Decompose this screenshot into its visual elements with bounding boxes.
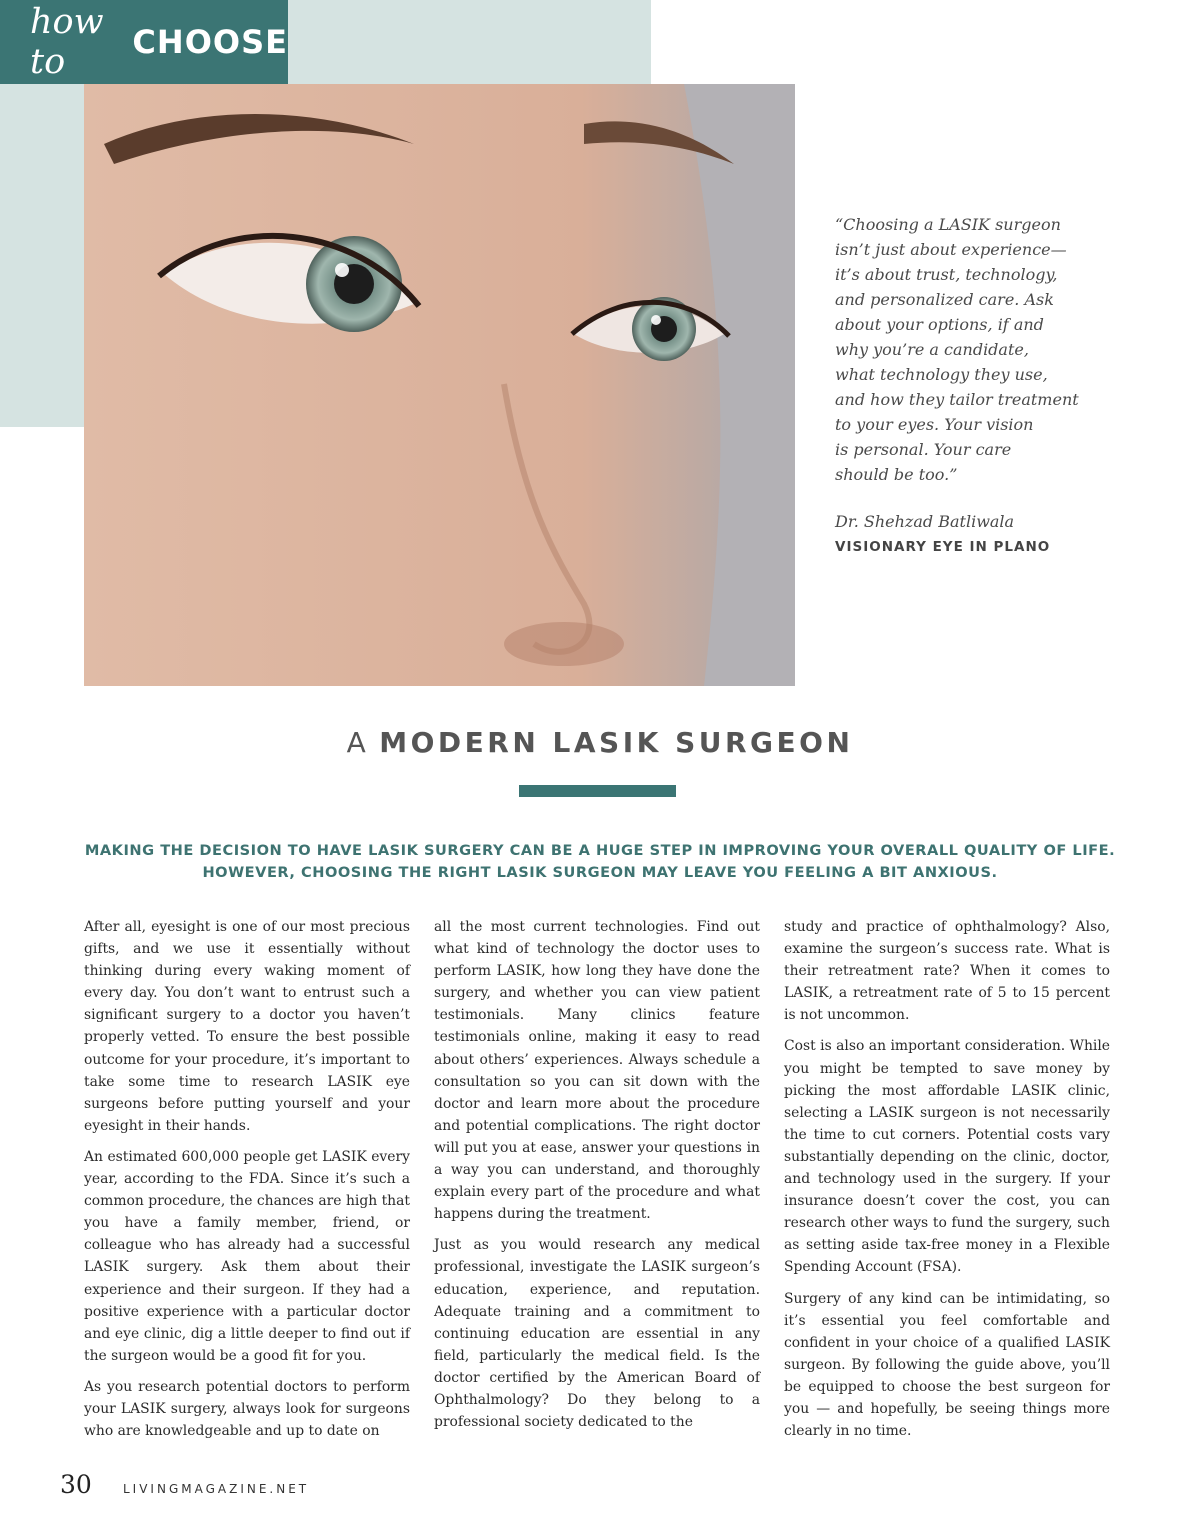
paragraph: Surgery of any kind can be intimidating, so it’s essential you feel comfortable and confident in your choice of a qualified LASIK surgeon. By following the guide above, you’ll be equipped to choose the best surgeon for you — and hopefully, be seeing things more clearly in no time. — [784, 1290, 1110, 1440]
article-title-prefix: A — [346, 726, 370, 759]
dek-line-1: MAKING THE DECISION TO HAVE LASIK SURGERY CAN BE A HUGE STEP IN IMPROVING YOUR OVERALL QUALITY OF LIFE. — [84, 842, 1116, 859]
pull-quote: “Choosing a LASIK surgeon isn’t just about experience— it’s about trust, technology, and personalized care. Ask about your options, if and why you’re a candidate, what technology they use, and how they tailor treatment to your eyes. Your vision is personal. Your care should be too.” — [835, 215, 1079, 484]
section-header-choose: CHOOSE — [132, 23, 288, 61]
side-accent-band — [0, 84, 84, 427]
body-column-2 — [434, 916, 760, 1442]
body-column-1 — [84, 916, 410, 1451]
article-title-main: MODERN LASIK SURGEON — [379, 726, 854, 759]
title-divider — [519, 785, 676, 797]
section-header — [0, 0, 288, 84]
article-dek — [0, 840, 1200, 884]
paragraph: As you research potential doctors to perform your LASIK surgery, always look for surgeons who are knowledgeable and up to date on — [84, 1378, 410, 1440]
section-header-how-to: how to — [30, 2, 104, 82]
paragraph: An estimated 600,000 people get LASIK every year, according to the FDA. Since it’s such a common procedure, the chances are high that you have a family member, friend, or colleague who has already had a successful LASIK surgery. Ask them about their experience and their surgeon. If they had a positive experience with a particular doctor and eye clinic, dig a little deeper to find out if the surgeon would be a good fit for you. — [84, 1148, 410, 1364]
dek-line-2: HOWEVER, CHOOSING THE RIGHT LASIK SURGEON MAY LEAVE YOU FEELING A BIT ANXIOUS. — [202, 864, 998, 881]
page-number: 30 — [60, 1470, 92, 1499]
footer-site: LIVINGMAGAZINE.NET — [123, 1482, 310, 1496]
hero-photo — [84, 84, 795, 686]
paragraph: Cost is also an important consideration. While you might be tempted to save money by picking the most affordable LASIK clinic, selecting a LASIK surgeon is not necessarily the time to cut corners. Potential costs vary substantially depending on the clinic, doctor, and technology used in the surgery. If your insurance doesn’t cover the cost, you can research other ways to fund the surgery, such as setting aside tax-free money in a Flexible Spending Account (FSA). — [784, 1038, 1110, 1276]
quote-author: Dr. Shehzad Batliwala — [835, 512, 1015, 531]
body-column-3 — [784, 916, 1110, 1451]
paragraph: all the most current technologies. Find out what kind of technology the doctor uses to perform LASIK, how long they have done the surgery, and whether you can view patient testimonials. Many clinics feature testimonials online, making it easy to read about others’ experiences. Always schedule a consultation so you can sit down with the doctor and learn more about the procedure and potential complications. The right doctor will put you at ease, answer your questions in a way you can understand, and thoroughly explain every part of the procedure and what happens during the treatment. — [434, 919, 760, 1223]
article-title — [0, 726, 1200, 759]
paragraph: After all, eyesight is one of our most precious gifts, and we use it essentially without thinking during every waking moment of every day. You don’t want to entrust such a significant surgery to a doctor you haven’t properly vetted. To ensure the best possible outcome for your procedure, it’s important to take some time to research LASIK eye surgeons before putting yourself and your eyesight in their hands. — [84, 919, 410, 1134]
quote-organization: VISIONARY EYE IN PLANO — [835, 539, 1051, 555]
paragraph: Just as you would research any medical professional, investigate the LASIK surgeon’s education, experience, and reputation. Adequate training and a commitment to continuing education are essential in any field, particularly the medical field. Is the doctor certified by the American Board of Ophthalmology? Do they belong to a professional society dedicated to the — [434, 1237, 760, 1431]
paragraph: study and practice of ophthalmology? Also, examine the surgeon’s success rate. What is their retreatment rate? When it comes to LASIK, a retreatment rate of 5 to 15 percent is not uncommon. — [784, 919, 1110, 1024]
